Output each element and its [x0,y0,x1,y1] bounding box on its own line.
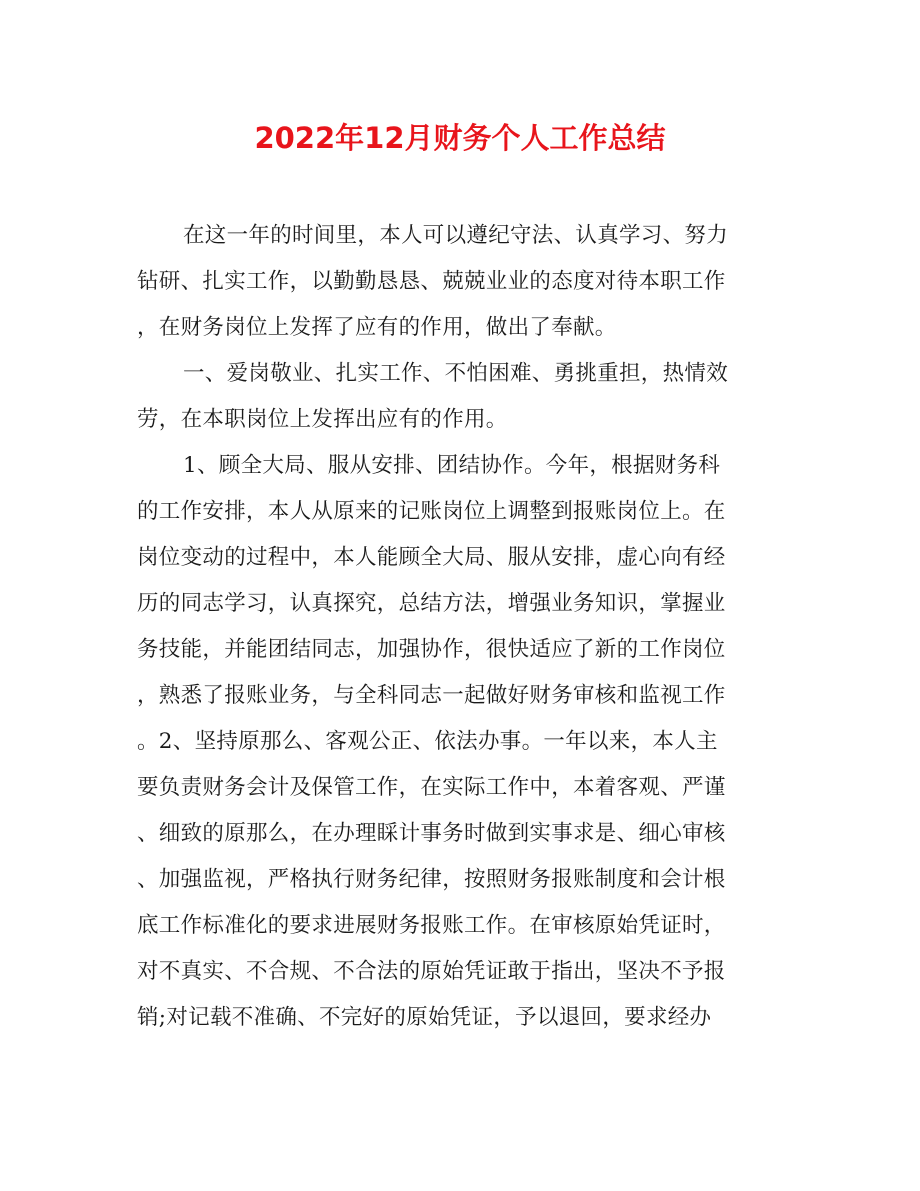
paragraph-line: 历的同志学习，认真探究，总结方法，增强业务知识，掌握业 [137,591,726,616]
paragraph-line: ，熟悉了报账业务，与全科同志一起做好财务审核和监视工作 [137,683,726,708]
paragraph-line: 一、爱岗敬业、扎实工作、不怕困难、勇挑重担，热情效 [183,361,729,386]
document-title: 2022年12月财务个人工作总结 [254,121,666,155]
paragraph-line: 销;对记载不准确、不完好的原始凭证，予以退回，要求经办 [137,1005,712,1030]
paragraph-line: 岗位变动的过程中，本人能顾全大局、服从安排，虚心向有经 [137,545,726,570]
paragraph-line: ，在财务岗位上发挥了应有的作用，做出了奉献。 [137,315,617,340]
paragraph-line: 的工作安排，本人从原来的记账岗位上调整到报账岗位上。在 [137,499,726,524]
paragraph-line: 对不真实、不合规、不合法的原始凭证敢于指出，坚决不予报 [137,959,726,984]
paragraph-line: 务技能，并能团结同志，加强协作，很快适应了新的工作岗位 [137,637,726,662]
paragraph-line: 在这一年的时间里，本人可以遵纪守法、认真学习、努力 [183,223,729,248]
paragraph-line: 、细致的原那么，在办理睬计事务时做到实事求是、细心审核 [137,821,726,846]
document-body [137,213,787,1041]
paragraph-line: 劳，在本职岗位上发挥出应有的作用。 [137,407,508,432]
paragraph-line: 钻研、扎实工作，以勤勤恳恳、兢兢业业的态度对待本职工作 [137,269,726,294]
paragraph-line: 、加强监视，严格执行财务纪律，按照财务报账制度和会计根 [137,867,726,892]
paragraph-line: 。2、坚持原那么、客观公正、依法办事。一年以来，本人主 [137,729,718,754]
paragraph-line: 1、顾全大局、服从安排、团结协作。今年，根据财务科 [183,453,721,478]
paragraph-line: 要负责财务会计及保管工作，在实际工作中，本着客观、严谨 [137,775,726,800]
paragraph-line: 底工作标准化的要求进展财务报账工作。在审核原始凭证时， [137,913,726,938]
